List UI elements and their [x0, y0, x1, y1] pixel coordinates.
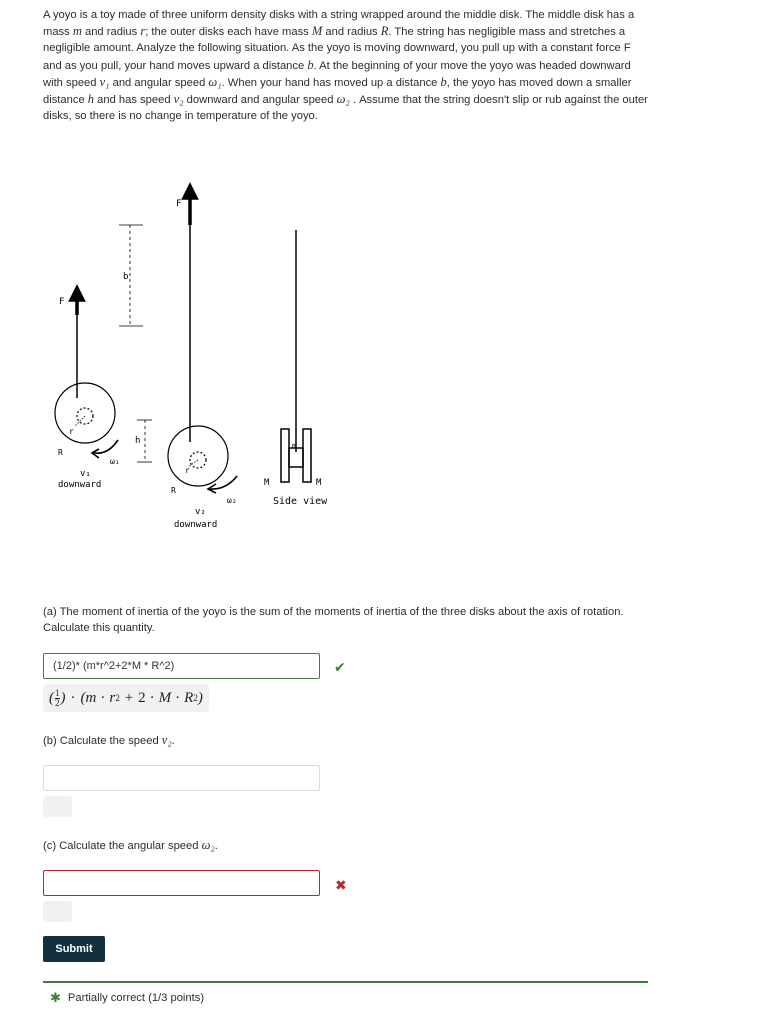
right-rotation-arrow	[210, 476, 237, 489]
question-a-text: (a) The moment of inertia of the yoyo is the sum of the moments of inertia of the three disks about the axis of rotation. Calculate this quantity.	[43, 606, 624, 634]
score-divider	[43, 981, 648, 983]
preview-paren: )	[60, 689, 66, 706]
question-c-text: (c) Calculate the angular speed ω₂.	[43, 838, 218, 852]
side-m: m	[292, 442, 297, 450]
preview-fraction	[55, 689, 60, 708]
preview-M: M	[158, 689, 172, 706]
left-force-arrow	[71, 288, 83, 315]
right-force-arrow	[184, 186, 196, 225]
left-dir-label: downward	[58, 480, 102, 490]
dimension-b	[119, 225, 143, 326]
preview-coefficient: 2	[138, 689, 146, 706]
preview-dot: ·	[70, 689, 76, 706]
answer-a-input[interactable]	[43, 653, 320, 679]
left-yoyo	[55, 288, 120, 490]
yoyo-diagram	[0, 170, 777, 550]
preview-numerator: 1	[55, 687, 60, 698]
preview-paren: )	[197, 689, 203, 706]
preview-paren: (	[49, 689, 54, 706]
answer-b-preview	[43, 796, 72, 817]
right-v-label: v₂	[195, 507, 206, 517]
h-label: h	[135, 436, 141, 446]
right-force-label: F	[176, 199, 182, 209]
side-view-caption: Side view	[273, 496, 328, 507]
problem-statement: A yoyo is a toy made of three uniform density disks with a string wrapped around the middle disk. The middle disk has a mass m and radius r; the outer disks each have mass M and radius R. The string has negligible mass and stretches a negligible amount. Analyze the following situation. As the yoyo is moving downward, you pull up with a constant force F and as you pull, your hand moves upward a distance b. At the beginning of your move the yoyo was headed downward with speed v₁ and angular speed ω₁. When your hand has moved up a distance b, the yoyo has moved down a smaller distance h and has speed v₂ downward and angular speed ω₂ . Assume that the string doesn't slip or rub against the outer disks, so there is no change in temperature of the yoyo.	[43, 9, 648, 123]
preview-r: r	[109, 689, 116, 706]
right-r-label: r	[185, 466, 190, 475]
dimension-h	[135, 420, 152, 462]
submit-button[interactable]: Submit	[43, 936, 105, 962]
right-R-label: R	[171, 486, 176, 495]
question-b-text: (b) Calculate the speed v₂.	[43, 733, 175, 747]
left-R-label: R	[58, 448, 63, 457]
answer-c-preview	[43, 901, 72, 922]
preview-exponent: 2	[193, 693, 198, 703]
answer-b-input[interactable]	[43, 765, 320, 791]
answer-a-preview	[43, 684, 209, 712]
preview-exponent: 2	[115, 693, 120, 703]
preview-m: m	[85, 689, 97, 706]
left-r-label: r	[69, 427, 74, 436]
right-omega-label: ω₂	[227, 496, 237, 505]
side-view	[264, 230, 328, 507]
partial-star-icon: ✱	[50, 990, 61, 1005]
preview-paren: (	[80, 689, 86, 706]
answer-c-input[interactable]	[43, 870, 320, 896]
right-dir-label: downward	[174, 520, 218, 530]
score-status	[50, 990, 204, 1006]
right-yoyo	[168, 186, 237, 530]
preview-denominator: 2	[55, 697, 60, 708]
b-label: b	[123, 272, 129, 282]
side-M-left: M	[264, 478, 270, 488]
left-force-label: F	[59, 297, 65, 307]
left-omega-label: ω₁	[110, 457, 120, 466]
preview-plus: +	[124, 689, 134, 706]
preview-dot: ·	[149, 689, 155, 706]
side-M-right: M	[316, 478, 322, 488]
incorrect-cross-icon: ✖	[335, 877, 347, 893]
score-text: Partially correct (1/3 points)	[67, 992, 205, 1004]
preview-R: R	[184, 689, 194, 706]
correct-check-icon: ✔	[334, 659, 346, 675]
preview-dot: ·	[100, 689, 106, 706]
side-outer-disk-left	[281, 429, 289, 482]
side-outer-disk-right	[303, 429, 311, 482]
left-rotation-arrow	[94, 440, 118, 453]
left-v-label: v₁	[80, 469, 91, 479]
left-outer-disk	[55, 383, 115, 443]
preview-dot: ·	[175, 689, 181, 706]
right-outer-disk	[168, 426, 228, 486]
